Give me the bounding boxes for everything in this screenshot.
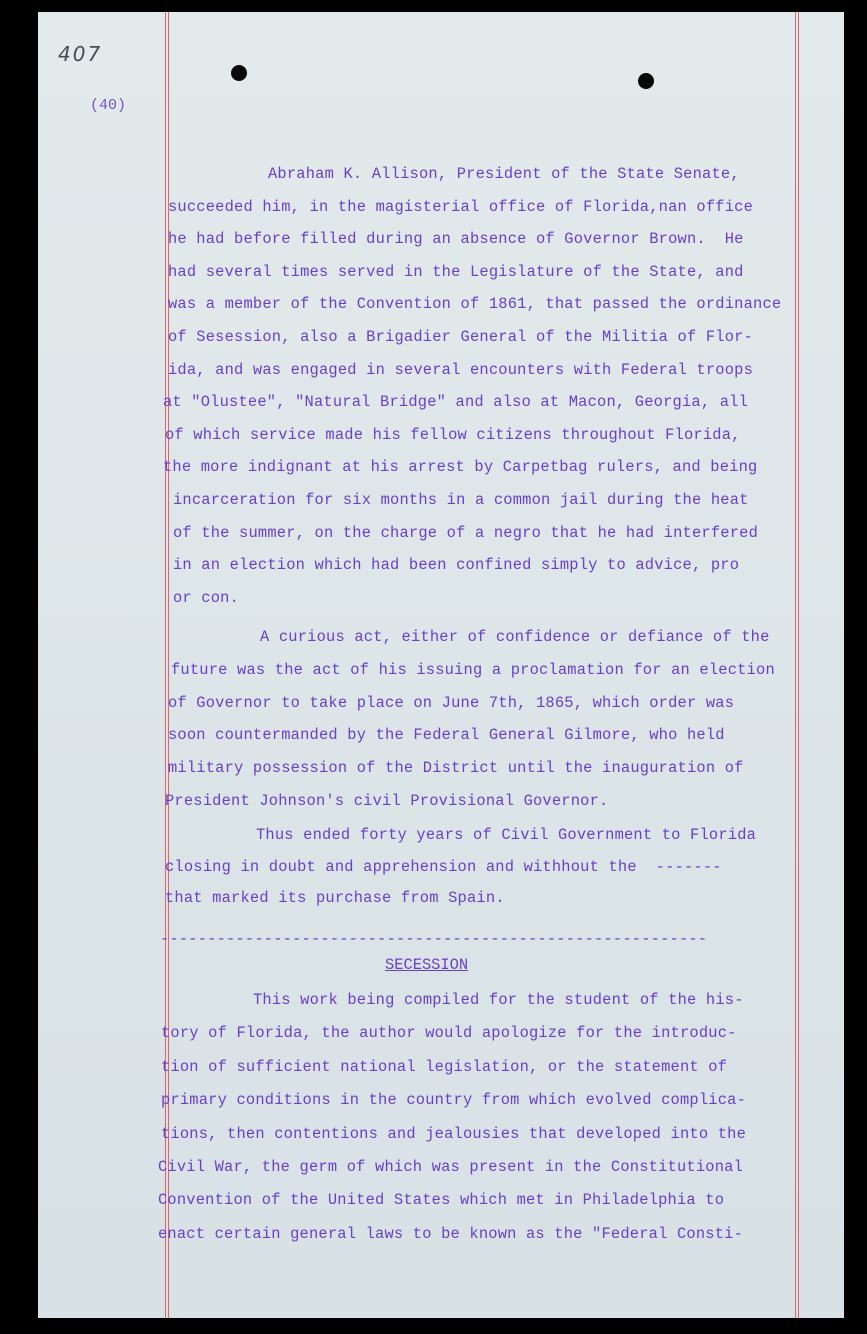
- text-line: of Sesession, also a Brigadier General of the Militia of Flor-: [168, 328, 754, 346]
- text-line: President Johnson's civil Provisional Governor.: [165, 792, 609, 810]
- text-line: had several times served in the Legislature of the State, and: [168, 262, 744, 281]
- section-separator: ----------------------------------------------------------: [160, 930, 708, 948]
- text-line: A curious act, either of confidence or defiance of the: [260, 628, 770, 646]
- text-line: military possession of the District until the inauguration of: [168, 759, 744, 778]
- text-line: tions, then contentions and jealousies that developed into the: [161, 1124, 747, 1143]
- text-line: Abraham K. Allison, President of the State Senate,: [268, 165, 740, 183]
- text-line: of the summer, on the charge of a negro that he had interfered: [173, 523, 759, 542]
- text-line: in an election which had been confined simply to advice, pro: [173, 556, 740, 575]
- text-line: This work being compiled for the student of the his-: [253, 991, 744, 1009]
- page-number: (40): [90, 97, 127, 114]
- text-line: he had before filled during an absence of Governor Brown. He: [168, 230, 744, 249]
- text-line: Convention of the United States which met in Philadelphia to: [158, 1191, 725, 1210]
- text-line: Civil War, the germ of which was present in the Constitutional: [158, 1158, 744, 1176]
- text-line: succeeded him, in the magisterial office of Florida,nan office: [168, 197, 754, 216]
- text-line: of Governor to take place on June 7th, 1865, which order was: [168, 693, 735, 712]
- left-margin-rule: [165, 12, 166, 1318]
- text-line: primary conditions in the country from which evolved complica-: [161, 1091, 747, 1110]
- text-line: Thus ended forty years of Civil Government to Florida: [256, 826, 757, 844]
- text-line: or con.: [173, 588, 240, 607]
- right-margin-rule: [798, 12, 799, 1318]
- text-line: closing in doubt and apprehension and withhout the -------: [165, 857, 722, 876]
- text-line: at "Olustee", "Natural Bridge" and also at Macon, Georgia, all: [163, 393, 749, 412]
- punch-hole: [231, 65, 247, 81]
- text-line: of which service made his fellow citizens throughout Florida,: [165, 425, 741, 444]
- punch-hole: [638, 73, 654, 89]
- text-line: ida, and was engaged in several encounters with Federal troops: [168, 360, 754, 379]
- folio-mark: 407: [58, 42, 103, 66]
- text-line: the more indignant at his arrest by Carpetbag rulers, and being: [163, 458, 758, 477]
- section-heading: SECESSION: [385, 956, 469, 974]
- text-line: tory of Florida, the author would apologize for the introduc-: [161, 1024, 737, 1043]
- text-line: tion of sufficient national legislation, or the statement of: [161, 1057, 728, 1076]
- text-line: incarceration for six months in a common jail during the heat: [173, 491, 749, 509]
- document-page: [38, 12, 844, 1318]
- text-line: enact certain general laws to be known as the "Federal Consti-: [158, 1224, 744, 1243]
- right-margin-rule: [795, 12, 796, 1318]
- text-line: that marked its purchase from Spain.: [165, 889, 505, 907]
- text-line: was a member of the Convention of 1861, that passed the ordinance: [168, 295, 782, 314]
- text-line: soon countermanded by the Federal General Gilmore, who held: [168, 726, 725, 745]
- text-line: future was the act of his issuing a proclamation for an election: [171, 660, 775, 679]
